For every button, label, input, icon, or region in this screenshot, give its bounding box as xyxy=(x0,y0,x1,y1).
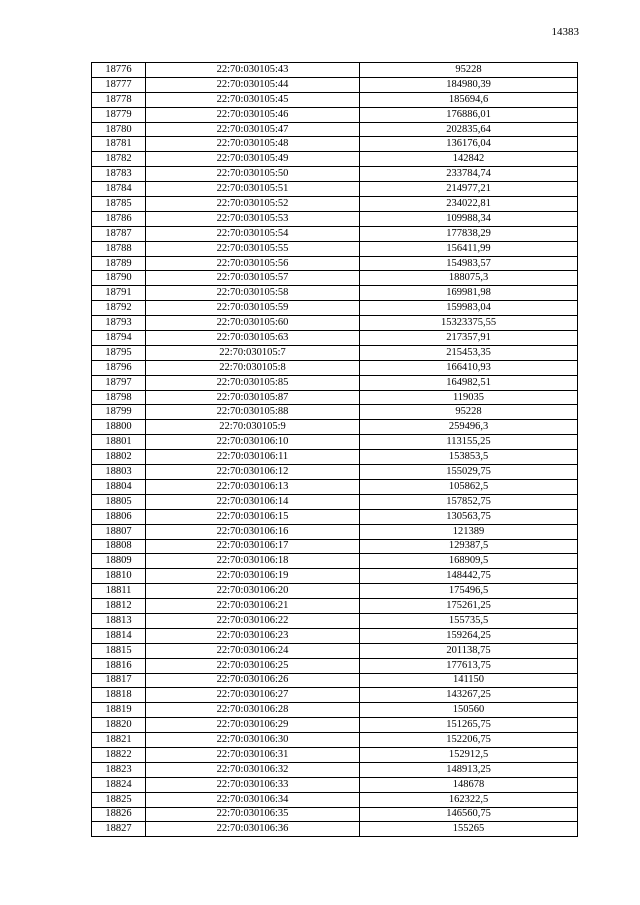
cadastral-number-cell: 22:70:030106:34 xyxy=(146,792,360,807)
cadastral-value-cell: 152912,5 xyxy=(360,747,578,762)
table-row xyxy=(92,226,578,241)
row-number-cell: 18821 xyxy=(92,733,146,748)
cadastral-number-cell: 22:70:030105:45 xyxy=(146,92,360,107)
cadastral-value-cell: 146560,75 xyxy=(360,807,578,822)
table-row xyxy=(92,271,578,286)
table-row xyxy=(92,286,578,301)
cadastral-number-cell: 22:70:030106:36 xyxy=(146,822,360,837)
row-number-cell: 18795 xyxy=(92,345,146,360)
cadastral-value-cell: 15323375,55 xyxy=(360,316,578,331)
table-row xyxy=(92,360,578,375)
row-number-cell: 18809 xyxy=(92,554,146,569)
cadastral-value-cell: 168909,5 xyxy=(360,554,578,569)
cadastral-value-cell: 154983,57 xyxy=(360,256,578,271)
row-number-cell: 18788 xyxy=(92,241,146,256)
table-row xyxy=(92,241,578,256)
table-row xyxy=(92,524,578,539)
table-row xyxy=(92,167,578,182)
cadastral-number-cell: 22:70:030106:33 xyxy=(146,777,360,792)
cadastral-number-cell: 22:70:030106:22 xyxy=(146,613,360,628)
row-number-cell: 18789 xyxy=(92,256,146,271)
table-row xyxy=(92,584,578,599)
cadastral-number-cell: 22:70:030106:19 xyxy=(146,569,360,584)
cadastral-number-cell: 22:70:030106:32 xyxy=(146,762,360,777)
table-row xyxy=(92,122,578,137)
cadastral-value-cell: 177613,75 xyxy=(360,658,578,673)
table-row xyxy=(92,658,578,673)
row-number-cell: 18791 xyxy=(92,286,146,301)
row-number-cell: 18804 xyxy=(92,479,146,494)
row-number-cell: 18808 xyxy=(92,539,146,554)
cadastral-value-cell: 121389 xyxy=(360,524,578,539)
table-row xyxy=(92,77,578,92)
cadastral-value-cell: 113155,25 xyxy=(360,435,578,450)
cadastral-number-cell: 22:70:030105:59 xyxy=(146,301,360,316)
table-row xyxy=(92,479,578,494)
cadastral-value-cell: 109988,34 xyxy=(360,211,578,226)
table-row xyxy=(92,643,578,658)
cadastral-number-cell: 22:70:030106:17 xyxy=(146,539,360,554)
cadastral-value-cell: 148913,25 xyxy=(360,762,578,777)
table-row xyxy=(92,703,578,718)
cadastral-value-cell: 150560 xyxy=(360,703,578,718)
row-number-cell: 18805 xyxy=(92,494,146,509)
cadastral-value-cell: 177838,29 xyxy=(360,226,578,241)
cadastral-value-cell: 164982,51 xyxy=(360,375,578,390)
row-number-cell: 18800 xyxy=(92,420,146,435)
cadastral-number-cell: 22:70:030106:26 xyxy=(146,673,360,688)
cadastral-value-cell: 215453,35 xyxy=(360,345,578,360)
cadastral-value-cell: 136176,04 xyxy=(360,137,578,152)
cadastral-number-cell: 22:70:030105:52 xyxy=(146,197,360,212)
table-row xyxy=(92,435,578,450)
cadastral-value-cell: 175496,5 xyxy=(360,584,578,599)
cadastral-number-cell: 22:70:030105:44 xyxy=(146,77,360,92)
cadastral-value-cell: 155735,5 xyxy=(360,613,578,628)
table-row xyxy=(92,331,578,346)
cadastral-number-cell: 22:70:030106:25 xyxy=(146,658,360,673)
row-number-cell: 18803 xyxy=(92,465,146,480)
cadastral-number-cell: 22:70:030105:9 xyxy=(146,420,360,435)
cadastral-value-cell: 159983,04 xyxy=(360,301,578,316)
table-row xyxy=(92,197,578,212)
row-number-cell: 18814 xyxy=(92,628,146,643)
cadastral-value-cell: 156411,99 xyxy=(360,241,578,256)
cadastral-number-cell: 22:70:030105:43 xyxy=(146,63,360,78)
cadastral-value-cell: 155265 xyxy=(360,822,578,837)
cadastral-number-cell: 22:70:030105:54 xyxy=(146,226,360,241)
cadastral-number-cell: 22:70:030105:8 xyxy=(146,360,360,375)
cadastral-number-cell: 22:70:030106:23 xyxy=(146,628,360,643)
cadastral-value-cell: 159264,25 xyxy=(360,628,578,643)
row-number-cell: 18787 xyxy=(92,226,146,241)
row-number-cell: 18794 xyxy=(92,331,146,346)
cadastral-number-cell: 22:70:030106:27 xyxy=(146,688,360,703)
cadastral-value-cell: 129387,5 xyxy=(360,539,578,554)
row-number-cell: 18776 xyxy=(92,63,146,78)
table-row xyxy=(92,599,578,614)
row-number-cell: 18790 xyxy=(92,271,146,286)
table-row xyxy=(92,807,578,822)
cadastral-value-cell: 155029,75 xyxy=(360,465,578,480)
row-number-cell: 18826 xyxy=(92,807,146,822)
table-row xyxy=(92,63,578,78)
row-number-cell: 18786 xyxy=(92,211,146,226)
cadastral-value-cell: 152206,75 xyxy=(360,733,578,748)
cadastral-value-cell: 166410,93 xyxy=(360,360,578,375)
table-row xyxy=(92,569,578,584)
cadastral-number-cell: 22:70:030106:20 xyxy=(146,584,360,599)
table-row xyxy=(92,509,578,524)
cadastral-value-cell: 105862,5 xyxy=(360,479,578,494)
table-row xyxy=(92,152,578,167)
cadastral-value-cell: 157852,75 xyxy=(360,494,578,509)
cadastral-number-cell: 22:70:030105:88 xyxy=(146,405,360,420)
row-number-cell: 18816 xyxy=(92,658,146,673)
row-number-cell: 18783 xyxy=(92,167,146,182)
cadastral-number-cell: 22:70:030106:15 xyxy=(146,509,360,524)
cadastral-value-cell: 201138,75 xyxy=(360,643,578,658)
cadastral-value-cell: 130563,75 xyxy=(360,509,578,524)
cadastral-number-cell: 22:70:030105:7 xyxy=(146,345,360,360)
row-number-cell: 18811 xyxy=(92,584,146,599)
row-number-cell: 18799 xyxy=(92,405,146,420)
table-row xyxy=(92,792,578,807)
row-number-cell: 18780 xyxy=(92,122,146,137)
cadastral-value-cell: 142842 xyxy=(360,152,578,167)
table-row xyxy=(92,450,578,465)
table-row xyxy=(92,107,578,122)
row-number-cell: 18827 xyxy=(92,822,146,837)
table-row xyxy=(92,465,578,480)
cadastral-number-cell: 22:70:030105:50 xyxy=(146,167,360,182)
cadastral-number-cell: 22:70:030106:12 xyxy=(146,465,360,480)
cadastral-number-cell: 22:70:030106:30 xyxy=(146,733,360,748)
table-row xyxy=(92,494,578,509)
row-number-cell: 18779 xyxy=(92,107,146,122)
table-row xyxy=(92,673,578,688)
table-row xyxy=(92,211,578,226)
table-row xyxy=(92,420,578,435)
row-number-cell: 18806 xyxy=(92,509,146,524)
row-number-cell: 18815 xyxy=(92,643,146,658)
cadastral-value-cell: 217357,91 xyxy=(360,331,578,346)
table-row xyxy=(92,554,578,569)
cadastral-number-cell: 22:70:030105:56 xyxy=(146,256,360,271)
cadastral-value-cell: 234022,81 xyxy=(360,197,578,212)
cadastral-number-cell: 22:70:030106:10 xyxy=(146,435,360,450)
row-number-cell: 18796 xyxy=(92,360,146,375)
table-row xyxy=(92,92,578,107)
cadastral-number-cell: 22:70:030106:31 xyxy=(146,747,360,762)
cadastral-number-cell: 22:70:030106:13 xyxy=(146,479,360,494)
cadastral-value-cell: 169981,98 xyxy=(360,286,578,301)
cadastral-value-cell: 162322,5 xyxy=(360,792,578,807)
cadastral-number-cell: 22:70:030105:53 xyxy=(146,211,360,226)
table-row xyxy=(92,301,578,316)
table-row xyxy=(92,539,578,554)
cadastral-number-cell: 22:70:030105:57 xyxy=(146,271,360,286)
cadastral-number-cell: 22:70:030106:18 xyxy=(146,554,360,569)
row-number-cell: 18782 xyxy=(92,152,146,167)
table-row xyxy=(92,822,578,837)
cadastral-value-cell: 176886,01 xyxy=(360,107,578,122)
cadastral-number-cell: 22:70:030105:46 xyxy=(146,107,360,122)
row-number-cell: 18802 xyxy=(92,450,146,465)
row-number-cell: 18824 xyxy=(92,777,146,792)
row-number-cell: 18812 xyxy=(92,599,146,614)
row-number-cell: 18819 xyxy=(92,703,146,718)
table-row xyxy=(92,345,578,360)
cadastral-number-cell: 22:70:030106:35 xyxy=(146,807,360,822)
cadastral-value-cell: 259496,3 xyxy=(360,420,578,435)
table-row xyxy=(92,747,578,762)
table-row xyxy=(92,182,578,197)
cadastral-value-cell: 151265,75 xyxy=(360,718,578,733)
table-body xyxy=(92,63,578,837)
row-number-cell: 18792 xyxy=(92,301,146,316)
cadastral-value-cell: 148442,75 xyxy=(360,569,578,584)
cadastral-number-cell: 22:70:030105:55 xyxy=(146,241,360,256)
cadastral-number-cell: 22:70:030106:29 xyxy=(146,718,360,733)
cadastral-number-cell: 22:70:030106:11 xyxy=(146,450,360,465)
table-row xyxy=(92,137,578,152)
cadastral-value-cell: 188075,3 xyxy=(360,271,578,286)
cadastral-value-cell: 141150 xyxy=(360,673,578,688)
cadastral-value-cell: 143267,25 xyxy=(360,688,578,703)
cadastral-value-cell: 202835,64 xyxy=(360,122,578,137)
cadastral-number-cell: 22:70:030106:21 xyxy=(146,599,360,614)
row-number-cell: 18801 xyxy=(92,435,146,450)
row-number-cell: 18822 xyxy=(92,747,146,762)
row-number-cell: 18820 xyxy=(92,718,146,733)
cadastral-value-table xyxy=(91,62,578,837)
row-number-cell: 18813 xyxy=(92,613,146,628)
row-number-cell: 18807 xyxy=(92,524,146,539)
row-number-cell: 18785 xyxy=(92,197,146,212)
cadastral-number-cell: 22:70:030106:16 xyxy=(146,524,360,539)
table-row xyxy=(92,733,578,748)
row-number-cell: 18777 xyxy=(92,77,146,92)
row-number-cell: 18778 xyxy=(92,92,146,107)
cadastral-number-cell: 22:70:030105:60 xyxy=(146,316,360,331)
row-number-cell: 18825 xyxy=(92,792,146,807)
cadastral-value-cell: 153853,5 xyxy=(360,450,578,465)
row-number-cell: 18823 xyxy=(92,762,146,777)
cadastral-value-cell: 233784,74 xyxy=(360,167,578,182)
cadastral-value-cell: 95228 xyxy=(360,63,578,78)
cadastral-value-cell: 175261,25 xyxy=(360,599,578,614)
row-number-cell: 18798 xyxy=(92,390,146,405)
table-row xyxy=(92,613,578,628)
table-row xyxy=(92,405,578,420)
row-number-cell: 18793 xyxy=(92,316,146,331)
cadastral-number-cell: 22:70:030105:49 xyxy=(146,152,360,167)
table-row xyxy=(92,628,578,643)
cadastral-number-cell: 22:70:030105:87 xyxy=(146,390,360,405)
cadastral-number-cell: 22:70:030105:48 xyxy=(146,137,360,152)
table-row xyxy=(92,256,578,271)
cadastral-number-cell: 22:70:030105:63 xyxy=(146,331,360,346)
cadastral-number-cell: 22:70:030105:47 xyxy=(146,122,360,137)
cadastral-value-cell: 184980,39 xyxy=(360,77,578,92)
row-number-cell: 18818 xyxy=(92,688,146,703)
page-number: 14383 xyxy=(551,26,579,38)
row-number-cell: 18817 xyxy=(92,673,146,688)
cadastral-number-cell: 22:70:030106:14 xyxy=(146,494,360,509)
cadastral-number-cell: 22:70:030105:51 xyxy=(146,182,360,197)
cadastral-value-cell: 214977,21 xyxy=(360,182,578,197)
cadastral-number-cell: 22:70:030106:24 xyxy=(146,643,360,658)
cadastral-value-cell: 185694,6 xyxy=(360,92,578,107)
cadastral-number-cell: 22:70:030105:85 xyxy=(146,375,360,390)
cadastral-number-cell: 22:70:030105:58 xyxy=(146,286,360,301)
row-number-cell: 18784 xyxy=(92,182,146,197)
table-row xyxy=(92,375,578,390)
cadastral-value-cell: 119035 xyxy=(360,390,578,405)
table-row xyxy=(92,316,578,331)
row-number-cell: 18810 xyxy=(92,569,146,584)
table-row xyxy=(92,777,578,792)
row-number-cell: 18781 xyxy=(92,137,146,152)
cadastral-value-cell: 95228 xyxy=(360,405,578,420)
table-row xyxy=(92,390,578,405)
table-row xyxy=(92,762,578,777)
table-row xyxy=(92,718,578,733)
cadastral-number-cell: 22:70:030106:28 xyxy=(146,703,360,718)
cadastral-value-cell: 148678 xyxy=(360,777,578,792)
table-row xyxy=(92,688,578,703)
row-number-cell: 18797 xyxy=(92,375,146,390)
